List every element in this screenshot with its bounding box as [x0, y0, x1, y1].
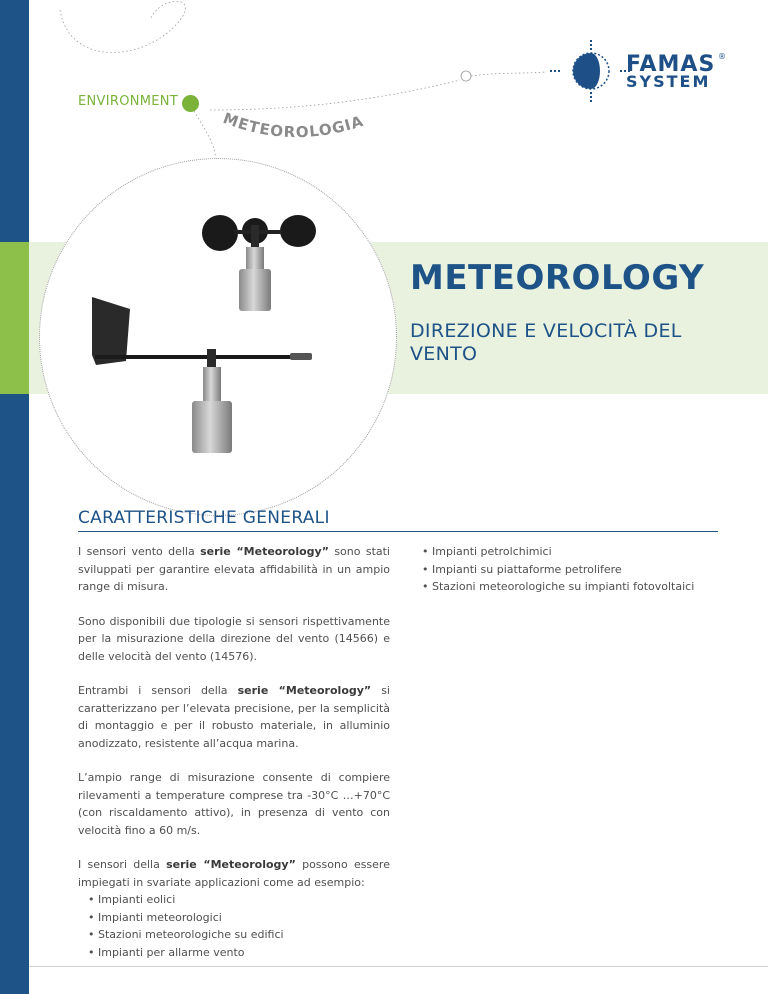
brand-system: SYSTEM — [626, 72, 711, 91]
list-item: • Impianti su piattaforme petrolifere — [422, 562, 622, 576]
wind-vane-icon — [92, 297, 312, 453]
meteorologia-arc-text: METEOROLOGIA — [220, 109, 366, 142]
brand-famas: FAMAS — [626, 52, 716, 77]
environment-tag: ENVIRONMENT — [78, 94, 179, 109]
list-item: • Impianti meteorologici — [88, 910, 222, 924]
list-item: • Impianti petrolchimici — [422, 545, 552, 558]
list-item: • Stazioni meteorologiche su edifici — [88, 928, 284, 941]
applications-list-left — [78, 891, 390, 961]
wind-sensors-illustration — [40, 159, 397, 516]
list-item: • Impianti per allarme vento — [88, 945, 245, 959]
applications-list-right — [422, 543, 732, 596]
anemometer-icon — [202, 215, 316, 311]
series-name: serie “Meteorology” — [200, 545, 329, 558]
right-column — [422, 543, 732, 596]
section-title: CARATTERISTICHE GENERALI — [78, 508, 330, 528]
paragraph-4: L’ampio range di misurazione consente di compiere rilevamenti a temperature comprese tra -30°C …+70°C (con riscaldamento attivo), in presenza di vento con velocità fino a 60 m/s. — [78, 771, 390, 837]
paragraph-2: Sono disponibili due tipologie si sensori rispettivamente per la misurazione della direzione del vento (14566) e delle velocità del vento (14576). — [78, 614, 390, 663]
footer-divider — [29, 966, 768, 967]
page-subtitle: DIREZIONE E VELOCITÀ DEL VENTO — [410, 320, 682, 365]
list-item: • Impianti eolici — [88, 893, 176, 906]
paragraph-5: I sensori della serie “Meteorology” possono essere impiegati in svariate applicazioni come ad esempio: — [78, 858, 390, 889]
environment-dot — [182, 95, 199, 112]
page-title: METEOROLOGY — [410, 258, 705, 298]
list-item: • Stazioni meteorologiche su impianti fotovoltaici — [422, 580, 695, 593]
left-column — [78, 543, 390, 961]
brand-registered-mark: ® — [718, 52, 726, 61]
product-image-circle — [39, 158, 397, 516]
series-name: serie “Meteorology” — [166, 858, 296, 871]
series-name: serie “Meteorology” — [237, 684, 372, 697]
section-divider — [78, 531, 718, 532]
paragraph-3: Entrambi i sensori della serie “Meteorology” si caratterizzano per l’elevata precisione, per la semplicità di montaggio e per il robusto materiale, in alluminio anodizzato, resistente all’acqua marina. — [78, 684, 390, 750]
paragraph-1: I sensori vento della serie “Meteorology” sono stati sviluppati per garantire elevata affidabilità in un ampio range di misura. — [78, 545, 390, 593]
